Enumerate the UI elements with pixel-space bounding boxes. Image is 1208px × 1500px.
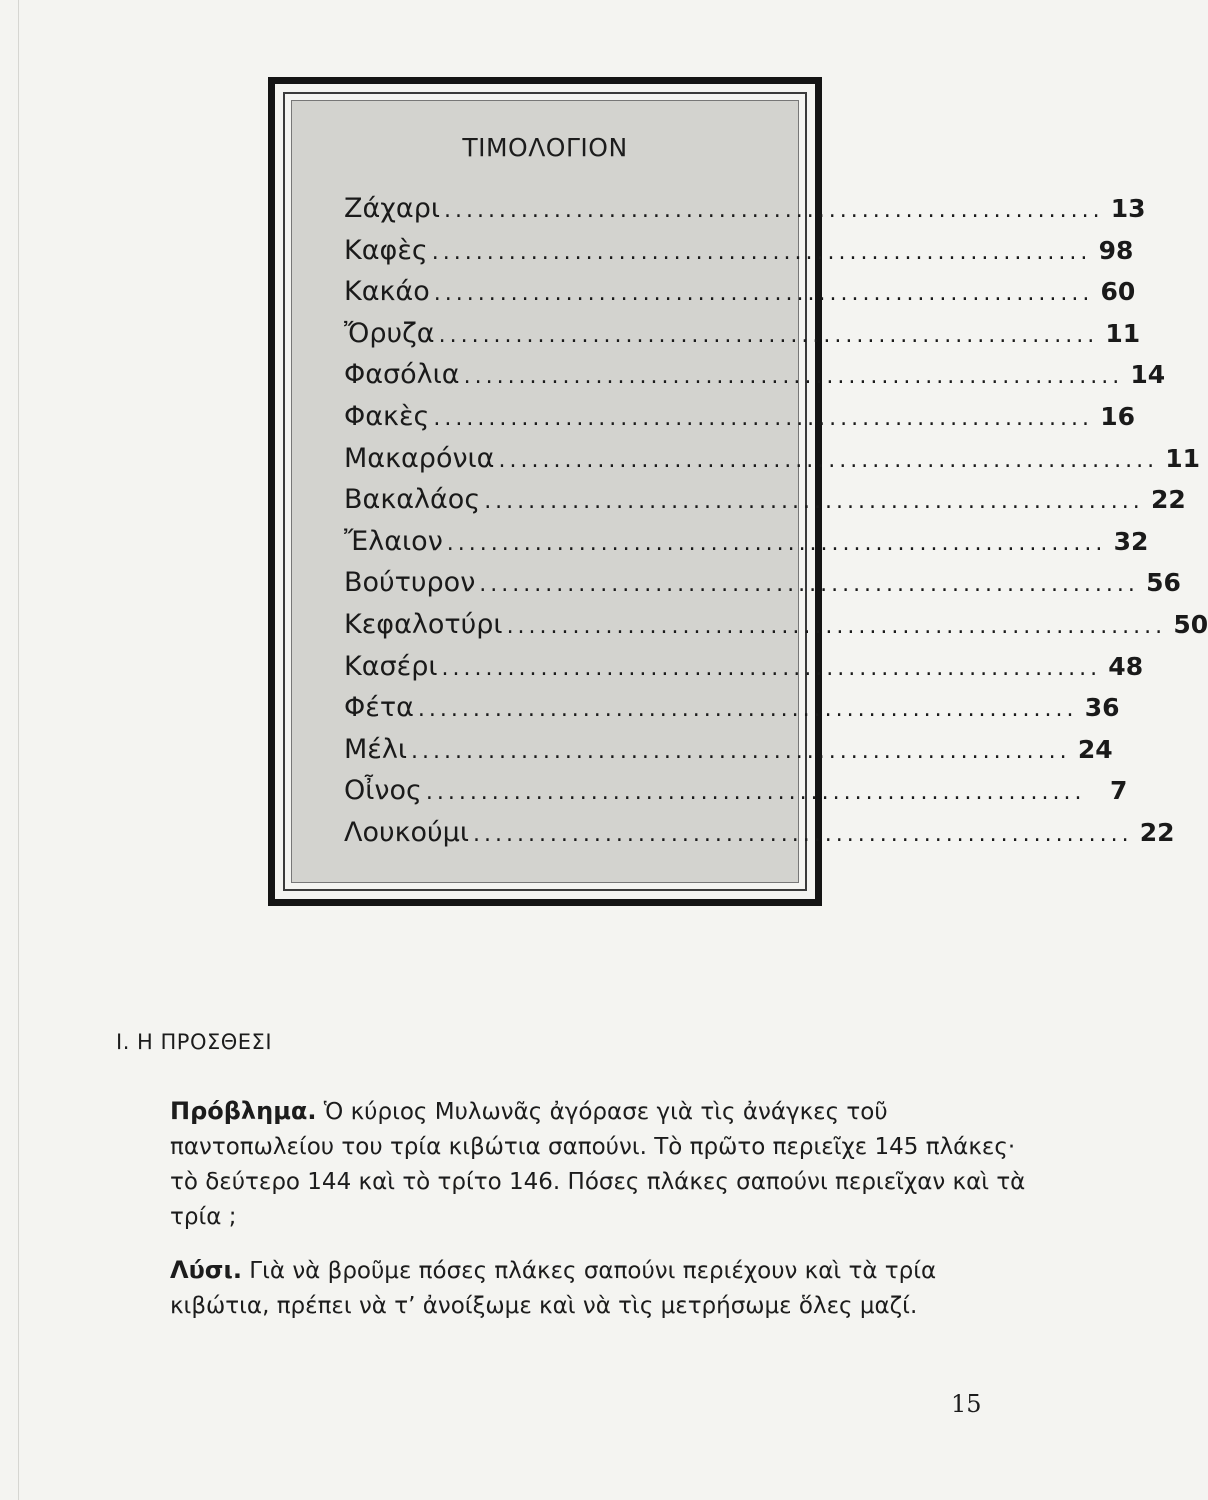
price-list-item <box>344 359 1166 401</box>
item-name: Λουκούμι <box>344 816 469 848</box>
dot-leader: ............................................................ <box>425 780 1086 806</box>
page-number: 15 <box>951 1390 982 1418</box>
item-price: 48 <box>1108 651 1144 681</box>
problem-paragraph <box>116 1094 1036 1235</box>
item-price: 7 <box>1110 776 1128 806</box>
price-list-title: ΤΙΜΟΛΟΓΙΟΝ <box>462 133 628 162</box>
price-list-item <box>344 234 1134 277</box>
item-name: Καφὲς <box>344 234 428 266</box>
item-name: Μέλι <box>344 733 408 765</box>
solution-paragraph <box>116 1253 1036 1324</box>
price-list-item <box>344 193 1146 235</box>
item-price: 11 <box>1105 318 1141 348</box>
item-name: Οἶνος <box>344 775 422 807</box>
price-list-box <box>268 77 1208 906</box>
price-list-item <box>344 775 1128 817</box>
solution-text: Γιὰ νὰ βροῦμε πόσες πλάκες σαπούνι περιέχουν καὶ τὰ τρία κιβώτια, πρέπει νὰ τ’ ἀνοίξωμε καὶ νὰ τὶς μετρήσωμε ὅλες μαζί. <box>170 1258 937 1319</box>
item-price: 98 <box>1098 235 1134 265</box>
item-price: 13 <box>1110 194 1146 223</box>
price-list-item <box>344 276 1136 318</box>
price-list-item <box>344 525 1149 568</box>
dot-leader: ............................................................ <box>441 655 1102 681</box>
item-name: Φασόλια <box>344 359 460 391</box>
item-price: 36 <box>1084 693 1120 723</box>
item-price: 60 <box>1100 277 1136 307</box>
price-list-item <box>344 484 1186 526</box>
price-list-item <box>344 650 1144 693</box>
item-price: 14 <box>1130 360 1166 390</box>
price-list-item <box>344 400 1135 443</box>
dot-leader: ............................................................ <box>472 821 1133 847</box>
dot-leader: ............................................................ <box>417 697 1078 723</box>
dot-leader: ............................................................ <box>498 447 1159 473</box>
dot-leader: ............................................................ <box>463 364 1124 390</box>
item-price: 24 <box>1077 734 1113 764</box>
item-name: Ζάχαρι <box>344 193 440 224</box>
item-price: 56 <box>1146 568 1181 598</box>
dot-leader: ............................................................ <box>431 239 1092 265</box>
dot-leader: ............................................................ <box>446 530 1107 556</box>
dot-leader: ............................................................ <box>433 405 1093 431</box>
price-list-item <box>344 442 1201 485</box>
price-list-panel <box>291 100 1208 883</box>
item-price: 11 <box>1165 443 1201 473</box>
price-list-frame <box>283 92 1208 891</box>
item-price: 22 <box>1139 817 1175 847</box>
price-list-item <box>344 692 1120 734</box>
item-name: Ὄρυζα <box>344 317 435 349</box>
dot-leader: ............................................................ <box>484 489 1144 515</box>
item-name: Ἔλαιον <box>344 525 443 557</box>
item-name: Κακάο <box>344 276 430 308</box>
item-price: 16 <box>1100 401 1135 431</box>
price-list-margin <box>275 84 1208 899</box>
page-edge <box>18 0 19 1500</box>
price-list-item <box>344 567 1181 609</box>
problem-lead: Πρόβλημα. <box>170 1097 317 1125</box>
item-name: Κεφαλοτύρι <box>344 608 503 640</box>
item-name: Βακαλάος <box>344 484 481 516</box>
price-list-item <box>344 608 1208 651</box>
solution-lead: Λύσι. <box>170 1256 242 1284</box>
item-name: Βούτυρον <box>344 567 476 599</box>
price-list-item <box>344 733 1113 776</box>
item-price: 22 <box>1150 485 1186 515</box>
price-list-item <box>344 816 1175 859</box>
dot-leader: ............................................................ <box>506 613 1167 639</box>
dot-leader: ............................................................ <box>433 281 1094 307</box>
item-name: Φέτα <box>344 692 414 724</box>
item-name: Φακὲς <box>344 400 430 432</box>
price-list-items <box>344 193 1208 859</box>
dot-leader: ............................................................ <box>411 738 1071 764</box>
item-price: 50 <box>1173 609 1208 639</box>
section-heading: Ι. Η ΠΡΟΣΘΕΣΙ <box>116 1030 273 1054</box>
price-list-item <box>344 317 1141 360</box>
problem-text: Ὁ κύριος Μυλωνᾶς ἀγόρασε γιὰ τὶς ἀνάγκες τοῦ παντοπωλείου του τρία κιβώτια σαπούνι. Τὸ πρῶτο περιεῖχε 145 πλάκες· τὸ δεύτερο 144 καὶ τὸ τρίτο 146. Πόσες πλάκες σαπούνι περιεῖχαν καὶ τὰ τρία ; <box>170 1099 1026 1230</box>
item-name: Κασέρι <box>344 650 438 682</box>
dot-leader: ............................................................ <box>443 198 1104 223</box>
dot-leader: ............................................................ <box>438 322 1099 348</box>
item-name: Μακαρόνια <box>344 442 495 474</box>
item-price: 32 <box>1113 526 1149 556</box>
dot-leader: ............................................................ <box>479 572 1139 598</box>
